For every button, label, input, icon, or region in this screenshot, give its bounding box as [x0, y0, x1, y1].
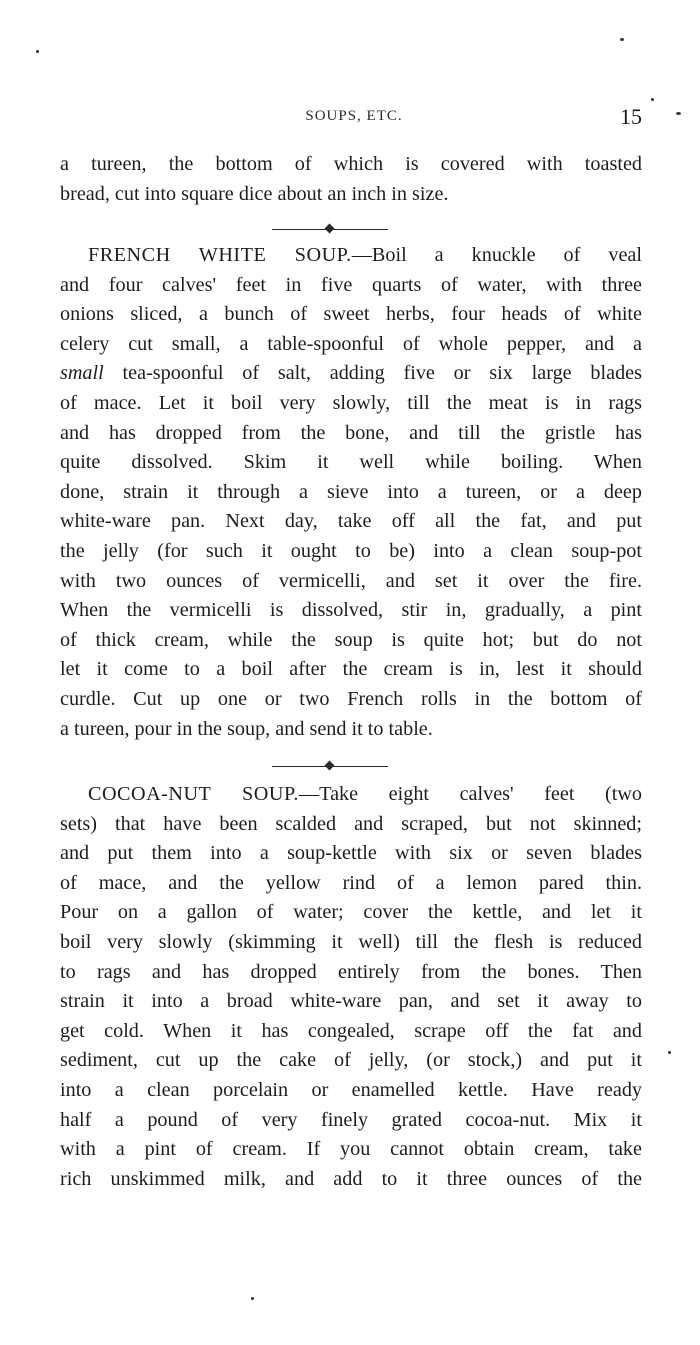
ink-speck [620, 38, 624, 41]
text-line: boil very slowly (skimming it well) till the flesh is reduced [60, 930, 642, 953]
text-line: done, strain it through a sieve into a tureen, or a deep [60, 480, 642, 503]
text-line: curdle. Cut up one or two French rolls in the bottom of [60, 687, 642, 710]
ink-speck [251, 1297, 254, 1300]
text-line: small tea-spoonful of salt, adding five or six large blades [60, 362, 642, 385]
text-line: sets) that have been scalded and scraped, but not skinned; [60, 812, 642, 835]
text-line: a tureen, the bottom of which is covered with toasted [60, 153, 642, 175]
text-line: into a clean porcelain or enamelled kettle. Have ready [60, 1078, 642, 1101]
text-line: of mace, and the yellow rind of a lemon pared thin. [60, 871, 642, 894]
text-line: Pour on a gallon of water; cover the kettle, and let it [60, 901, 642, 924]
text-line: let it come to a boil after the cream is in, lest it should [60, 658, 642, 681]
recipe-text: —Take eight calves' feet (two [298, 783, 642, 805]
text-line: get cold. When it has congealed, scrape off the fat and [60, 1019, 642, 1042]
text-line: quite dissolved. Skim it well while boiling. When [60, 451, 642, 474]
text-line: bread, cut into square dice about an inch in size. [60, 182, 449, 205]
text-line: the jelly (for such it ought to be) into a clean soup-pot [60, 539, 642, 562]
recipe-heading: COCOA-NUT SOUP. [88, 783, 299, 805]
divider-ornament [325, 224, 335, 234]
recipe-first-line [60, 780, 642, 810]
running-title: SOUPS, ETC. [305, 108, 403, 124]
recipe-first-line [60, 241, 642, 271]
text-line: half a pound of very finely grated cocoa-nut. Mix it [60, 1108, 642, 1131]
text-line: of mace. Let it boil very slowly, till the meat is in rags [60, 391, 642, 414]
intro-paragraph [60, 150, 642, 209]
recipe-heading: FRENCH WHITE SOUP. [88, 244, 352, 266]
text-line: celery cut small, a table-spoonful of whole pepper, and a [60, 332, 642, 355]
cocoa-nut-soup-recipe [60, 780, 642, 1194]
text-line: of thick cream, while the soup is quite hot; but do not [60, 628, 642, 651]
text-line: with two ounces of vermicelli, and set it over the fire. [60, 569, 642, 592]
text-line: onions sliced, a bunch of sweet herbs, four heads of white [60, 303, 642, 326]
divider-ornament [325, 761, 335, 771]
text-line: and four calves' feet in five quarts of water, with three [60, 273, 642, 296]
text-line: sediment, cut up the cake of jelly, (or stock,) and put it [60, 1049, 642, 1072]
section-divider [272, 761, 388, 771]
ink-speck [668, 1051, 671, 1054]
recipe-text: —Boil a knuckle of veal [351, 244, 642, 266]
page-header [60, 104, 648, 134]
emphasis: small [60, 362, 104, 385]
text-line: to rags and has dropped entirely from the bones. Then [60, 960, 642, 983]
ink-speck [676, 112, 681, 115]
ink-speck [651, 98, 654, 101]
ink-speck [36, 50, 39, 53]
text-line: rich unskimmed milk, and add to it three ounces of the [60, 1167, 642, 1190]
text-line: and put them into a soup-kettle with six or seven blades [60, 842, 642, 865]
text-line: When the vermicelli is dissolved, stir in, gradually, a pint [60, 599, 642, 622]
text-line: a tureen, pour in the soup, and send it to table. [60, 717, 433, 740]
text-line: white-ware pan. Next day, take off all the fat, and put [60, 510, 642, 533]
page-number: 15 [620, 104, 642, 129]
text-line: with a pint of cream. If you cannot obtain cream, take [60, 1138, 642, 1161]
section-divider [272, 224, 388, 234]
text-line: and has dropped from the bone, and till the gristle has [60, 421, 642, 444]
text-line: strain it into a broad white-ware pan, and set it away to [60, 990, 642, 1013]
french-white-soup-recipe [60, 241, 642, 744]
